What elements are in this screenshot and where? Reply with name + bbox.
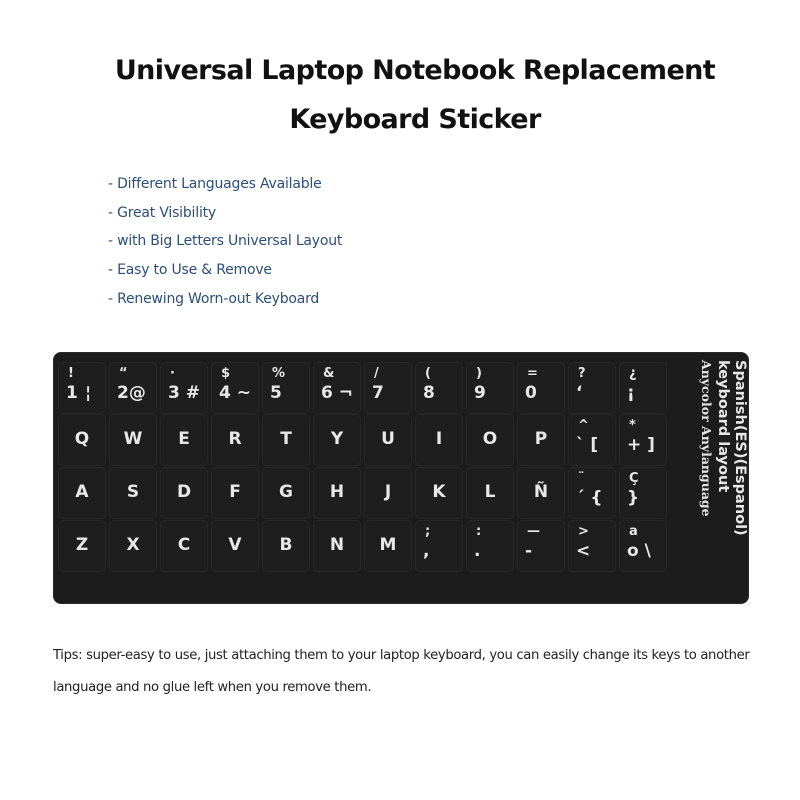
key-base-symbol: . [474, 541, 481, 561]
sticker-key [262, 362, 310, 414]
key-base-symbol: 3 # [168, 383, 200, 403]
key-shift-symbol: * [629, 418, 636, 433]
key-base-symbol: < [576, 541, 591, 561]
sticker-key [58, 362, 106, 414]
key-shift-symbol: ? [578, 366, 586, 381]
key-base-symbol: 4 ~ [219, 383, 251, 403]
sticker-key [262, 414, 310, 466]
key-base-symbol: 1 [66, 383, 78, 403]
sticker-key [58, 467, 106, 519]
key-letter: W [123, 429, 143, 449]
sticker-key [58, 520, 106, 572]
key-shift-symbol: & [323, 366, 335, 381]
sticker-key [568, 362, 616, 414]
sticker-key [160, 467, 208, 519]
key-letter: H [329, 482, 345, 502]
key-base-symbol: ‘ [576, 383, 583, 403]
key-base-symbol: 0 [525, 383, 537, 403]
key-base-symbol: 5 [270, 383, 282, 403]
key-letter: Q [74, 429, 90, 449]
key-letter: G [279, 482, 293, 502]
key-letter: R [228, 429, 242, 449]
sticker-key [364, 362, 412, 414]
product-title [0, 46, 800, 144]
key-base-symbol: } [627, 488, 640, 508]
key-letter: X [126, 535, 140, 555]
key-shift-symbol: ) [476, 366, 482, 381]
key-shift-symbol: — [527, 524, 540, 539]
sticker-key [466, 414, 514, 466]
sticker-side-label [668, 360, 748, 600]
sticker-key [313, 414, 361, 466]
sticker-key [619, 414, 667, 466]
key-letter: D [176, 482, 192, 502]
sticker-key [364, 520, 412, 572]
key-base-symbol: 7 [372, 383, 384, 403]
key-shift-symbol: $ [221, 366, 231, 381]
sticker-key [262, 520, 310, 572]
sticker-key [109, 467, 157, 519]
key-letter: I [435, 429, 443, 449]
key-letter: E [178, 429, 190, 449]
sticker-key [313, 362, 361, 414]
tips-paragraph: Tips: super-easy to use, just attaching them to your laptop keyboard, you can easily change its keys to another language and no glue left when you remove them. [53, 648, 750, 695]
key-shift-symbol: = [527, 366, 538, 381]
feature-item: - Different Languages Available [108, 176, 322, 192]
key-letter: B [279, 535, 293, 555]
side-label-language: Spanish(ES)(Espanol) [732, 360, 748, 536]
sticker-key [517, 467, 565, 519]
key-letter: A [75, 482, 89, 502]
key-letter: P [534, 429, 548, 449]
feature-item: - Easy to Use & Remove [108, 262, 272, 279]
key-shift-symbol: % [272, 366, 286, 381]
key-shift-symbol: ¨ [578, 471, 585, 486]
feature-list [108, 170, 342, 314]
sticker-key [415, 467, 463, 519]
key-base-symbol: - [525, 541, 533, 561]
product-title-line-2: Keyboard Sticker [289, 104, 541, 135]
sticker-key [58, 414, 106, 466]
key-letter: Z [75, 535, 89, 555]
key-letter: O [482, 429, 498, 449]
key-shift-symbol: ¿ [629, 366, 637, 381]
sticker-key [568, 520, 616, 572]
key-base-symbol: ` [ [576, 435, 599, 455]
key-shift-symbol: ; [425, 524, 431, 539]
sticker-key [313, 467, 361, 519]
key-base-symbol: 2@ [117, 383, 146, 403]
key-letter: V [228, 535, 242, 555]
sticker-key [466, 362, 514, 414]
feature-item: - Great Visibility [108, 204, 217, 221]
sticker-key [568, 467, 616, 519]
sticker-key [160, 362, 208, 414]
key-shift-symbol: > [578, 524, 589, 539]
key-letter: N [329, 535, 345, 555]
key-shift-symbol: a [629, 524, 638, 539]
sticker-key [517, 520, 565, 572]
sticker-key [109, 520, 157, 572]
sticker-key [211, 467, 259, 519]
key-letter: T [280, 429, 292, 449]
key-letter: Ñ [533, 482, 549, 502]
sticker-key [517, 414, 565, 466]
feature-item: - Renewing Worn-out Keyboard [108, 290, 320, 307]
key-base-symbol: ´ { [576, 488, 603, 508]
feature-item: - with Big Letters Universal Layout [108, 233, 343, 250]
sticker-key [619, 467, 667, 519]
sticker-key [568, 414, 616, 466]
key-letter: S [126, 482, 140, 502]
key-letter: Y [330, 429, 344, 449]
product-title-line-1: Universal Laptop Notebook Replacement [114, 55, 716, 86]
key-shift-symbol: ! [68, 366, 74, 381]
sticker-key [313, 520, 361, 572]
sticker-key [415, 520, 463, 572]
sticker-key [619, 362, 667, 414]
sticker-key [160, 520, 208, 572]
sticker-key [211, 362, 259, 414]
key-letter: J [384, 482, 392, 502]
key-base-symbol: + ] [627, 435, 655, 455]
key-shift-symbol: “ [119, 366, 128, 381]
key-base-symbol: ¡ [627, 383, 635, 403]
key-letter: M [379, 535, 397, 555]
key-letter: C [177, 535, 191, 555]
sticker-key [415, 362, 463, 414]
sticker-key [466, 520, 514, 572]
key-shift-symbol: Ç [629, 471, 639, 486]
key-letter: F [229, 482, 241, 502]
sticker-key [364, 467, 412, 519]
key-letter: K [432, 482, 446, 502]
sticker-key [619, 520, 667, 572]
key-shift-symbol: ^ [578, 418, 589, 433]
key-base-symbol: 6 ¬ [321, 383, 353, 403]
sticker-key [517, 362, 565, 414]
key-shift-symbol: ( [425, 366, 431, 381]
key-shift-symbol: / [374, 366, 379, 381]
key-base-symbol: o \ [627, 541, 651, 561]
sticker-key [211, 520, 259, 572]
sticker-key [415, 414, 463, 466]
key-base-symbol: , [423, 541, 430, 561]
key-base-symbol: 8 [423, 383, 435, 403]
sticker-key [262, 467, 310, 519]
sticker-key [160, 414, 208, 466]
key-letter: U [381, 429, 395, 449]
side-label-tagline: Anycolor Anylanguage [699, 360, 714, 517]
sticker-key [211, 414, 259, 466]
side-label-layout: keyboard layout [715, 360, 731, 493]
key-altgr-symbol: ¦ [85, 383, 92, 403]
key-shift-symbol: : [476, 524, 482, 539]
key-letter: L [484, 482, 496, 502]
key-shift-symbol: · [170, 366, 175, 381]
sticker-key [109, 362, 157, 414]
sticker-key [466, 467, 514, 519]
sticker-key [364, 414, 412, 466]
key-base-symbol: 9 [474, 383, 486, 403]
sticker-key [109, 414, 157, 466]
